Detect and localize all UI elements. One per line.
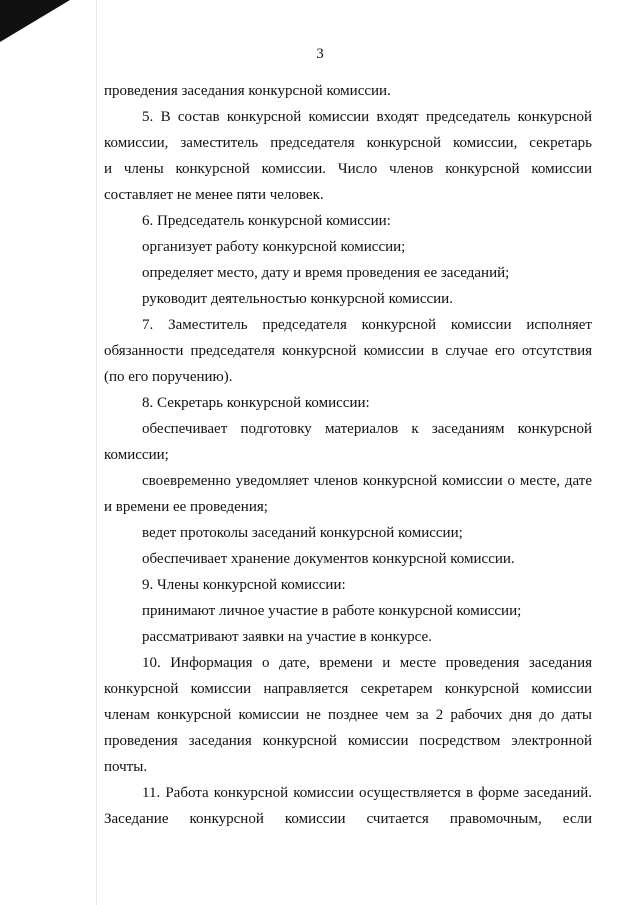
text-line: обеспечивает хранение документов конкурсной комиссии. (142, 551, 515, 567)
text-line: 5. В состав конкурсной комиссии входят председатель конкурсной (142, 109, 592, 125)
text-line: обеспечивает подготовку материалов к заседаниям конкурсной (142, 421, 592, 437)
text-line: и времени ее проведения; (104, 499, 268, 515)
text-line: комиссии, заместитель председателя конкурсной комиссии, секретарь (104, 135, 592, 151)
scan-corner-mark (0, 0, 70, 42)
text-line: 9. Члены конкурсной комиссии: (142, 577, 346, 593)
text-line: Заседание конкурсной комиссии считается правомочным, если (104, 811, 592, 827)
text-line: проведения заседания конкурсной комиссии. (104, 83, 391, 99)
page-number: 3 (316, 46, 324, 62)
text-line: руководит деятельностью конкурсной комиссии. (142, 291, 453, 307)
document-body (104, 78, 592, 832)
text-line: обязанности председателя конкурсной комиссии в случае его отсутствия (104, 343, 592, 359)
text-line: и члены конкурсной комиссии. Число членов конкурсной комиссии (104, 161, 592, 177)
text-line: почты. (104, 759, 148, 775)
text-line: проведения заседания конкурсной комиссии посредством электронной (104, 733, 592, 749)
text-line: конкурсной комиссии направляется секретарем конкурсной комиссии (104, 681, 592, 697)
text-line: организует работу конкурсной комиссии; (142, 239, 406, 255)
text-line: составляет не менее пяти человек. (104, 187, 324, 203)
text-line: членам конкурсной комиссии не позднее чем за 2 рабочих дня до даты (104, 707, 592, 723)
text-line: своевременно уведомляет членов конкурсной комиссии о месте, дате (142, 473, 592, 489)
text-line: принимают личное участие в работе конкурсной комиссии; (142, 603, 522, 619)
text-line: 10. Информация о дате, времени и месте проведения заседания (142, 655, 592, 671)
text-line: (по его поручению). (104, 369, 233, 385)
text-line: определяет место, дату и время проведения ее заседаний; (142, 265, 510, 281)
text-line: 7. Заместитель председателя конкурсной комиссии исполняет (142, 317, 592, 333)
text-line: 6. Председатель конкурсной комиссии: (142, 213, 391, 229)
scan-margin-line (96, 0, 97, 905)
text-line: ведет протоколы заседаний конкурсной комиссии; (142, 525, 463, 541)
text-line: рассматривают заявки на участие в конкурсе. (142, 629, 432, 645)
text-line: комиссии; (104, 447, 169, 463)
text-line: 11. Работа конкурсной комиссии осуществляется в форме заседаний. (142, 785, 592, 801)
text-line: 8. Секретарь конкурсной комиссии: (142, 395, 370, 411)
